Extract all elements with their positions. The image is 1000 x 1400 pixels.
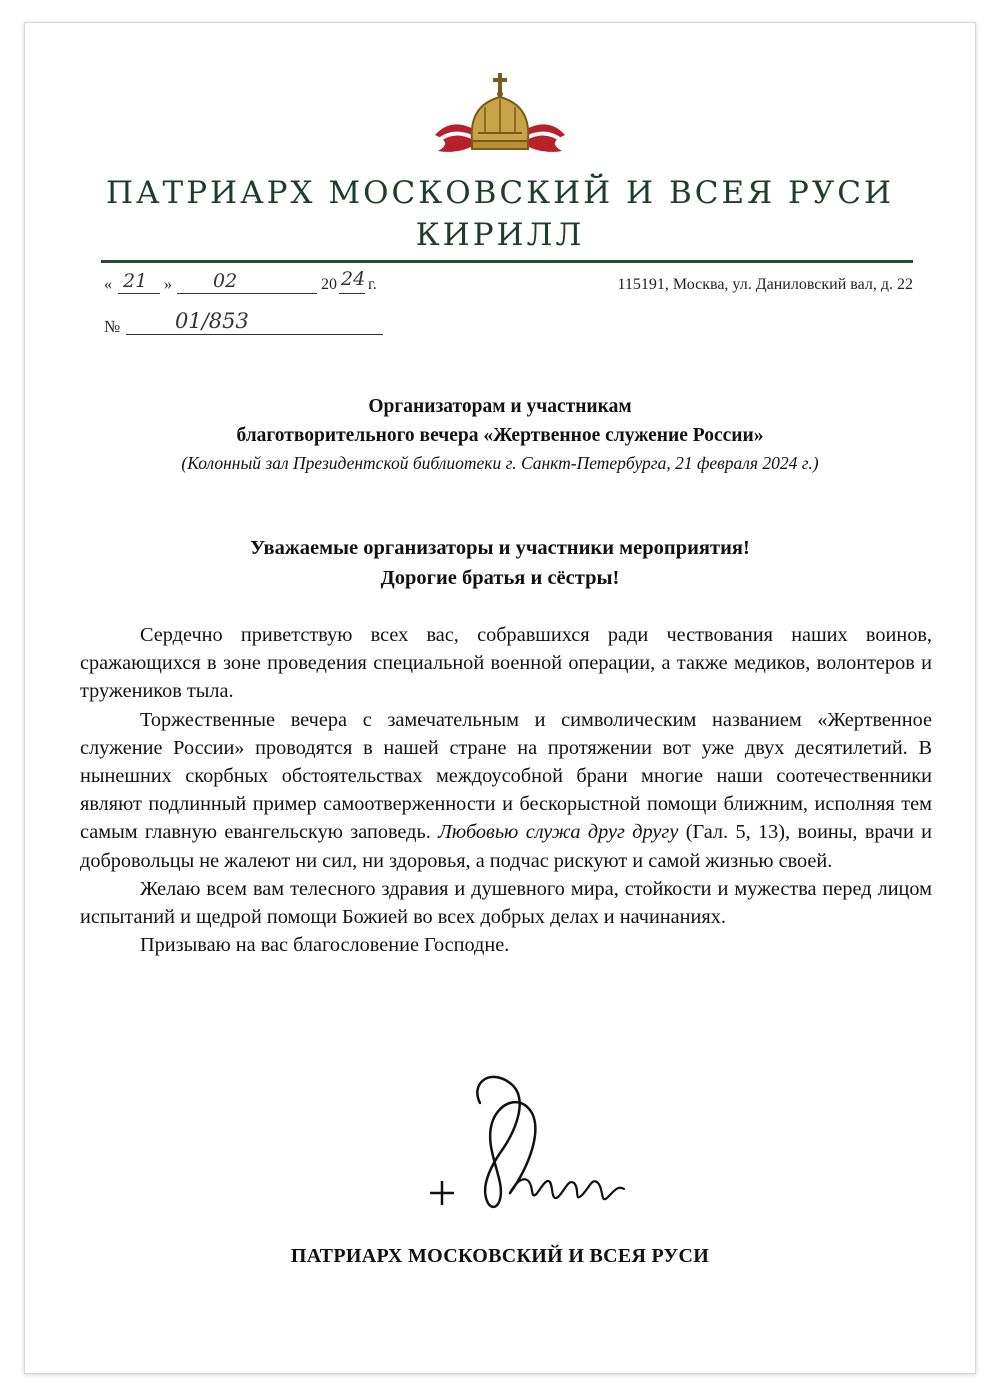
sender-address: 115191, Москва, ул. Даниловский вал, д. 22 — [617, 276, 913, 293]
handwritten-signature — [420, 1063, 640, 1243]
date-year-line — [339, 293, 365, 294]
letter-body — [80, 621, 932, 959]
scripture-quote: Любовью служа друг другу — [438, 821, 679, 844]
letter-sheet — [24, 22, 976, 1374]
addressee-line-1: Организаторам и участникам — [368, 396, 632, 417]
number-line — [126, 334, 383, 335]
date-month-line — [177, 293, 317, 294]
letterhead-name: КИРИЛЛ — [415, 217, 585, 253]
closing-title: ПАТРИАРХ МОСКОВСКИЙ И ВСЕЯ РУСИ — [290, 1245, 710, 1267]
number-label: № — [104, 317, 121, 336]
letterhead-title: ПАТРИАРХ МОСКОВСКИЙ И ВСЕЯ РУСИ — [106, 175, 894, 211]
event-details: (Колонный зал Президентской библиотеки г. Санкт-Петербурга, 21 февраля 2024 г.) — [181, 453, 819, 473]
paragraph-2-text-a: Торжественные вечера с замечательным и символическим названием «Жертвенное служение России» проводятся в нашей стране на протяжении вот уже двух десятилетий. В нынешних скорбных обстоятельствах междоусобной брани многие наши соотечественники являют подлинный пример самоотверженности и бескорыстной помощи ближним, исполняя тем самым главную евангельскую заповедь. — [80, 708, 932, 844]
paragraph-1: Сердечно приветствую всех вас, собравшихся ради чествования наших воинов, сражающихся в зоне проведения специальной военной операции, а также медиков, волонтеров и тружеников тыла. — [80, 624, 932, 703]
date-day: 21 — [123, 270, 148, 292]
date-quote-open: « — [104, 276, 112, 293]
date-quote-close: » — [164, 276, 172, 293]
date-month: 02 — [213, 270, 238, 292]
date-year-suffix: 24 — [341, 268, 366, 290]
salutation-line-1: Уважаемые организаторы и участники мероприятия! — [250, 537, 750, 559]
patriarchal-crown-emblem-icon — [430, 63, 570, 168]
paragraph-2-text-b: (Гал. 5, 13), воины, врачи и добровольцы не жалеют ни сил, ни здоровья, а подчас рискуют и самой жизнью своей. — [80, 821, 933, 872]
addressee-line-2: благотворительного вечера «Жертвенное служение России» — [236, 425, 764, 446]
paragraph-4: Призываю на вас благословение Господне. — [140, 934, 510, 957]
paragraph-2 — [80, 706, 932, 875]
date-year-abbr: г. — [368, 276, 377, 293]
letterhead-divider — [101, 260, 913, 263]
document-number: 01/853 — [175, 309, 249, 333]
date-year-prefix: 20 — [321, 276, 337, 293]
paragraph-3: Желаю всем вам телесного здравия и душевного мира, стойкости и мужества перед лицом испытаний и щедрой помощи Божией во всех добрых делах и начинаниях. — [80, 877, 932, 929]
salutation-line-2: Дорогие братья и сёстры! — [380, 567, 620, 589]
date-day-line — [118, 293, 160, 294]
